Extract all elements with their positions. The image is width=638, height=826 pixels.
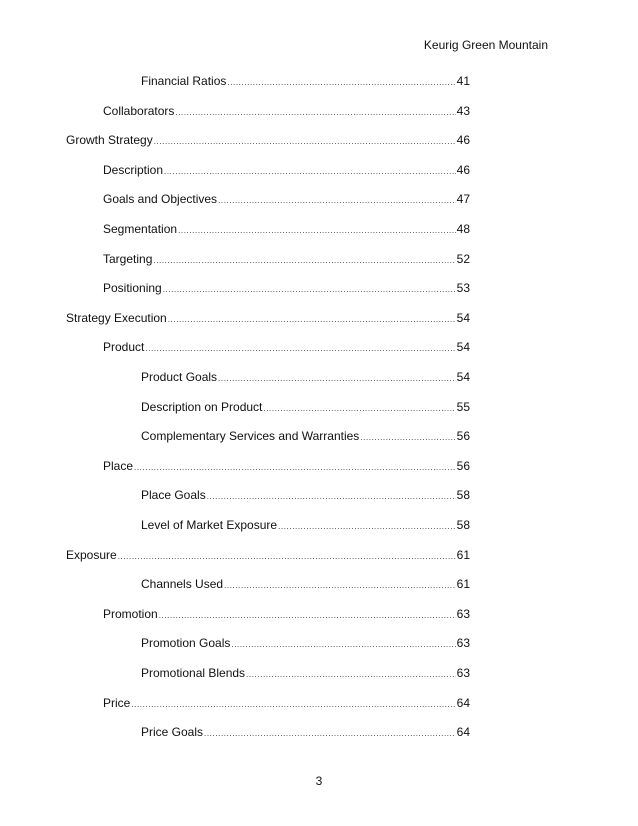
toc-entry-label: Positioning	[103, 281, 162, 296]
toc-entry[interactable]	[141, 400, 470, 416]
toc-entry[interactable]	[141, 666, 470, 682]
toc-entry[interactable]	[103, 252, 470, 268]
toc-entry[interactable]	[141, 725, 470, 741]
dot-leader	[159, 611, 456, 620]
toc-entry-page: 41	[456, 74, 470, 88]
toc-entry-label: Exposure	[66, 547, 117, 562]
toc-entry-page: 58	[456, 518, 470, 532]
toc-entry-page: 61	[456, 547, 470, 562]
toc-entry[interactable]	[141, 370, 470, 386]
toc-entry-label: Financial Ratios	[141, 74, 227, 88]
toc-entry[interactable]	[141, 577, 470, 593]
toc-entry-label: Promotional Blends	[141, 666, 246, 680]
toc-entry[interactable]	[103, 696, 470, 712]
toc-entry-label: Product Goals	[141, 370, 218, 384]
toc-entry[interactable]	[103, 192, 470, 208]
dot-leader	[231, 640, 455, 649]
toc-entry[interactable]	[66, 133, 470, 149]
toc-entry-label: Complementary Services and Warranties	[141, 429, 360, 444]
toc-entry-label: Price	[103, 695, 131, 710]
dot-leader	[246, 670, 456, 679]
toc-entry-label: Description on Product	[141, 399, 263, 414]
toc-entry-label: Channels Used	[141, 577, 224, 592]
toc-entry-page: 47	[456, 192, 470, 207]
toc-entry-page: 64	[456, 725, 470, 740]
toc-entry-label: Price Goals	[141, 725, 204, 740]
toc-entry-page: 46	[456, 162, 470, 177]
toc-entry[interactable]	[103, 163, 470, 179]
toc-entry[interactable]	[103, 340, 470, 356]
toc-entry-page: 55	[456, 399, 470, 414]
dot-leader	[175, 108, 455, 117]
dot-leader	[178, 226, 456, 235]
dot-leader	[164, 167, 456, 176]
toc-entry-page: 63	[456, 666, 470, 680]
toc-entry[interactable]	[103, 459, 470, 475]
dot-leader	[154, 137, 456, 146]
toc-entry-page: 54	[456, 340, 470, 355]
toc-entry-label: Place Goals	[141, 488, 206, 503]
toc-entry[interactable]	[141, 74, 470, 90]
dot-leader	[163, 285, 456, 294]
toc-entry-label: Growth Strategy	[66, 133, 153, 148]
toc-entry-label: Place	[103, 458, 134, 473]
dot-leader	[207, 492, 456, 501]
dot-leader	[204, 729, 456, 738]
toc-entry-page: 53	[456, 281, 470, 296]
toc-entry-label: Promotion Goals	[141, 636, 231, 651]
toc-entry-page: 43	[456, 103, 470, 118]
toc-entry-page: 56	[456, 429, 470, 444]
toc-entry-page: 64	[456, 695, 470, 710]
toc-entry-page: 54	[456, 310, 470, 325]
toc-entry-label: Promotion	[103, 606, 158, 621]
toc-entry[interactable]	[66, 548, 470, 564]
toc-entry-page: 48	[456, 222, 470, 236]
toc-entry-label: Product	[103, 340, 145, 355]
dot-leader	[278, 522, 456, 531]
toc-entry[interactable]	[103, 222, 470, 238]
toc-entry-label: Strategy Execution	[66, 310, 167, 325]
dot-leader	[153, 256, 455, 265]
dot-leader	[168, 315, 456, 324]
page-number: 3	[315, 774, 323, 788]
dot-leader	[145, 344, 455, 353]
dot-leader	[118, 552, 456, 561]
toc-entry-page: 63	[456, 636, 470, 651]
dot-leader	[218, 196, 456, 205]
toc-entry-page: 46	[456, 133, 470, 148]
toc-entry-label: Targeting	[103, 251, 153, 266]
toc-entry[interactable]	[66, 311, 470, 327]
toc-entry-label: Segmentation	[103, 222, 178, 236]
toc-entry[interactable]	[103, 607, 470, 623]
toc-entry[interactable]	[103, 104, 470, 120]
toc-entry[interactable]	[141, 488, 470, 504]
toc-entry-label: Goals and Objectives	[103, 192, 218, 207]
toc-entry-label: Level of Market Exposure	[141, 518, 278, 532]
toc-entry-page: 56	[456, 458, 470, 473]
toc-entry[interactable]	[141, 429, 470, 445]
dot-leader	[131, 700, 455, 709]
dot-leader	[227, 78, 455, 87]
toc-entry-page: 58	[456, 488, 470, 503]
dot-leader	[263, 404, 455, 413]
toc-entry-page: 52	[456, 251, 470, 266]
running-header: Keurig Green Mountain	[423, 38, 548, 52]
dot-leader	[134, 463, 456, 472]
toc-entry[interactable]	[103, 281, 470, 297]
toc-entry-page: 63	[456, 606, 470, 621]
toc-entry[interactable]	[141, 518, 470, 534]
dot-leader	[224, 581, 456, 590]
dot-leader	[360, 433, 455, 442]
toc-entry-label: Collaborators	[103, 103, 175, 118]
toc-entry-page: 61	[456, 577, 470, 592]
toc-entry[interactable]	[141, 636, 470, 652]
toc-entry-label: Description	[103, 162, 164, 177]
dot-leader	[218, 374, 456, 383]
toc-entry-page: 54	[456, 370, 470, 384]
